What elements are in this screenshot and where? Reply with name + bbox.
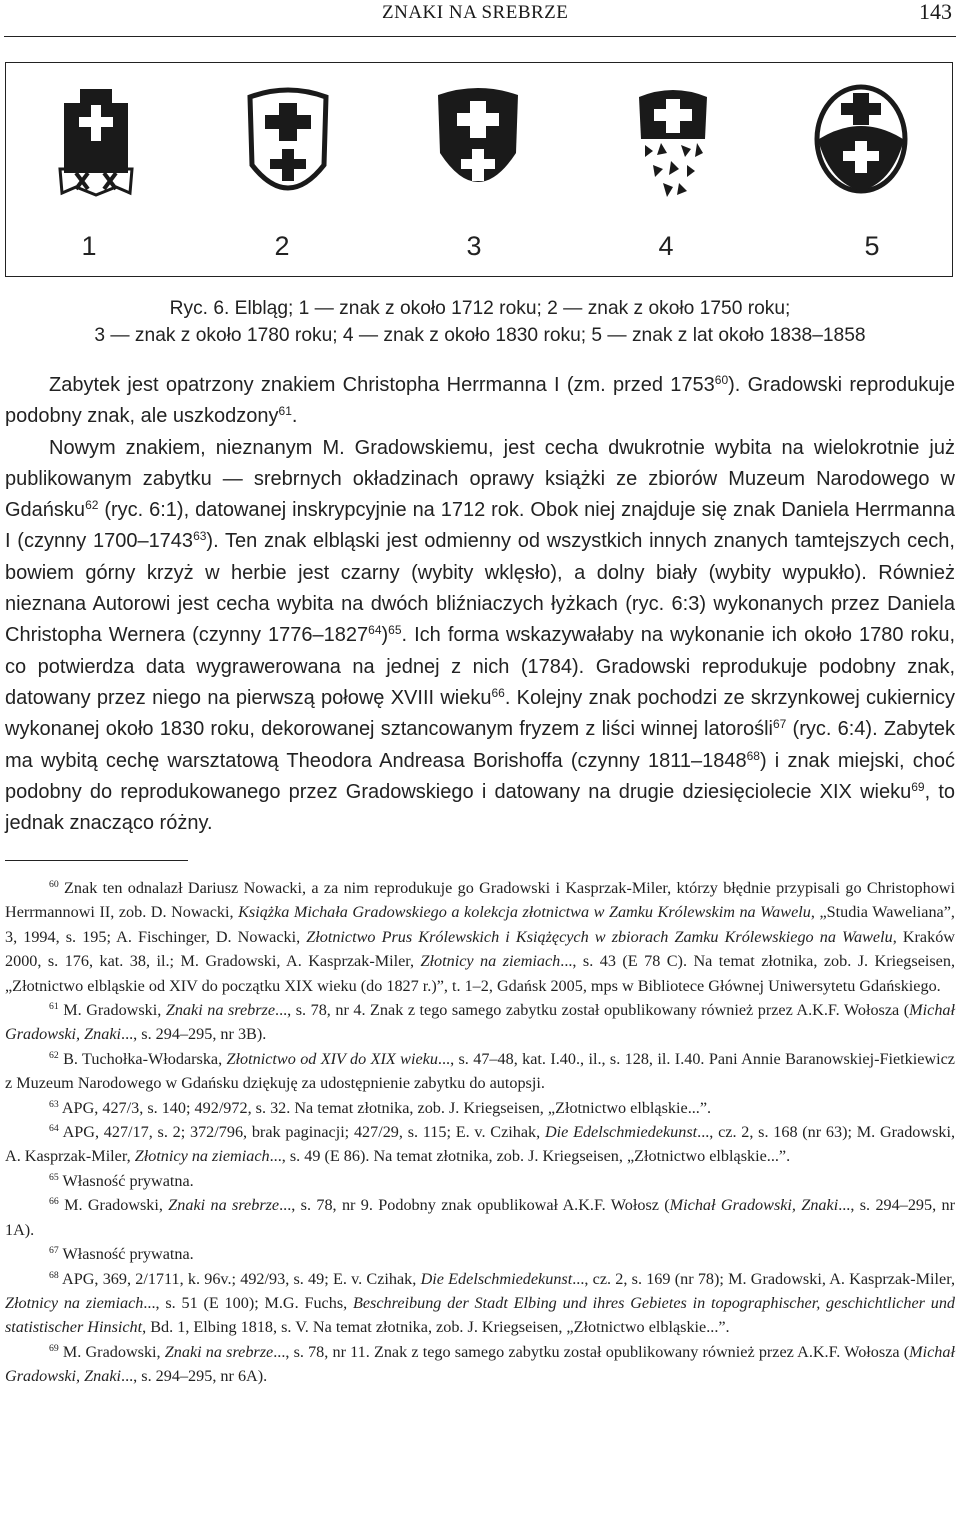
footnote-number: 64 bbox=[49, 1123, 59, 1135]
text-run: Zabytek jest opatrzony znakiem Christopha Herrmanna I (zm. przed 1753 bbox=[49, 374, 715, 396]
text-run: ). Gradowski reprodukuje podobny znak, ale uszkodzony bbox=[5, 374, 955, 428]
footnote-number: 62 bbox=[49, 1050, 59, 1062]
text-run: ..., s. 78, nr 4. Znak z tego samego zabytku został opublikowany również przez A.K.F. Wołosza ( bbox=[275, 1001, 910, 1020]
text-run: ) bbox=[381, 624, 389, 647]
figure-number-1: 1 bbox=[81, 231, 97, 261]
footnote-ref: 65 bbox=[388, 623, 402, 638]
running-title: ZNAKI NA SREBRZE bbox=[382, 2, 569, 23]
text-run: Michał Gradowski, Znaki bbox=[5, 1001, 956, 1044]
text-run: , to jednak znacząco różny. bbox=[5, 780, 955, 835]
footnote-66 bbox=[5, 1193, 955, 1242]
text-run: Złotnicy na ziemiach bbox=[5, 1293, 144, 1312]
text-run: ..., s. 43 (E 78 C). Na temat złotnika, zob. J. Kriegseisen, „Złotnictwo elbląskie od XIV do początku XIX wieku (do 1827 r.)”, t. 1–2, Gdańsk 2005, mps w Bibliotece Głównej Uniwersytetu Gdańskiego. bbox=[5, 952, 956, 995]
footnote-ref: 68 bbox=[746, 748, 760, 763]
text-run: ..., s. 78, nr 11. Znak z tego samego zabytku został opublikowany również przez A.K.F. Wołosza ( bbox=[273, 1342, 910, 1361]
footnotes bbox=[5, 876, 955, 1389]
hallmark-2-icon bbox=[238, 83, 338, 213]
footnote-ref: 63 bbox=[193, 529, 207, 544]
footnote-ref: 67 bbox=[772, 717, 787, 732]
footnote-ref: 69 bbox=[911, 779, 925, 794]
text-run: Znak ten odnalazł Dariusz Nowacki, a za nim reprodukuje go Gradowski i Kasprzak-Miler, którzy błędnie przypisali go Christophowi Herrmannowi II, zob. D. Nowacki, bbox=[5, 879, 955, 922]
text-run: B. Tuchołka-Włodarska, bbox=[58, 1049, 227, 1068]
hallmark-5-icon bbox=[811, 83, 911, 213]
text-run: , Bd. 1, Elbing 1818, s. V. Na temat złotnika, zob. J. Kriegseisen, „Złotnictwo elbląskie...”. bbox=[142, 1318, 730, 1337]
text-run: APG, 427/3, s. 140; 492/972, s. 32. Na temat złotnika, zob. J. Kriegseisen, „Złotnictwo elbląskie...”. bbox=[58, 1098, 712, 1117]
footnote-68 bbox=[5, 1267, 955, 1340]
text-run: . Ich forma wskazywałaby na wykonanie ich około 1780 roku, co potwierdza data wygrawerowana na jednej z nich (1784). Gradowski reprodukuje podobny znak, datowany przez niego na pierwszą połowę XVIII wieku bbox=[5, 624, 955, 709]
footnote-ref: 62 bbox=[85, 498, 99, 512]
figure-number-2: 2 bbox=[274, 231, 290, 261]
figure-number-4: 4 bbox=[658, 231, 674, 261]
header-rule bbox=[4, 36, 956, 37]
footnote-number: 60 bbox=[49, 879, 59, 891]
footnote-65 bbox=[5, 1169, 955, 1193]
footnote-number: 66 bbox=[49, 1196, 59, 1208]
footnote-number: 61 bbox=[49, 1001, 59, 1013]
text-run: Die Edelschmiedekunst bbox=[544, 1123, 698, 1142]
footnote-62 bbox=[5, 1047, 955, 1096]
text-run: Die Edelschmiedekunst bbox=[420, 1269, 573, 1288]
text-run: Złotnictwo Prus Królewskich i Książęcych w zbiorach Zamku Królewskiego na Wawelu bbox=[306, 927, 893, 946]
text-run: ..., s. 47–48, kat. I.40., il., s. 128, il. I.40. Pani Annie Baranowskiej-Fietkiewicz z Muzeum Narodowego w Gdańsku dziękuję za udostępnienie zabytku do autopsji. bbox=[5, 1049, 955, 1093]
text-run: Michał Gradowski, Znaki bbox=[5, 1342, 955, 1386]
footnote-number: 63 bbox=[49, 1098, 59, 1110]
footnote-ref: 64 bbox=[368, 623, 382, 638]
text-run: Własność prywatna. bbox=[58, 1171, 194, 1190]
text-run: APG, 427/17, s. 2; 372/796, brak paginacji; 427/29, s. 115; E. v. Czihak, bbox=[58, 1123, 545, 1142]
text-run: Złotnictwo od XIV do XIX wieku bbox=[226, 1049, 438, 1068]
footnote-67 bbox=[5, 1242, 955, 1266]
hallmark-4-icon bbox=[623, 83, 723, 213]
text-run: . Kolejny znak pochodzi ze skrzynkowej cukiernicy wykonanej około 1830 roku, dekorowanej sztancowanym fryzem z liści winnej latorośli bbox=[5, 686, 955, 741]
hallmark-1-icon bbox=[46, 83, 146, 213]
text-run: , „Studia Waweliana”, 3, 1994, s. 195; A. Fischinger, D. Nowacki, bbox=[5, 903, 955, 946]
text-run: Złotnicy na ziemiach bbox=[420, 952, 561, 971]
text-run: ..., s. 294–295, nr 3B). bbox=[121, 1025, 267, 1044]
page-header bbox=[0, 0, 960, 36]
footnote-rule bbox=[5, 860, 188, 861]
text-run: ). Ten znak elbląski jest odmienny od wszystkich innych znanych tamtejszych cech, bowiem górny krzyż w herbie jest czarny (wybity wklęsło), a dolny biały (wybity wypukło). Również nieznana Autorowi jest cecha wybita na dwóch bliźniaczych łyżkach (ryc. 6:3) wykonanych przez Daniela Christopha Wernera (czynny 1776–1827 bbox=[5, 530, 955, 647]
footnote-number: 67 bbox=[49, 1245, 59, 1257]
text-run: APG, 369, 2/1711, k. 96v.; 492/93, s. 49; E. v. Czihak, bbox=[58, 1269, 421, 1288]
text-run: ) i znak miejski, choć podobny do reprodukowanego przez Gradowskiego i datowany na drugie dziesięciolecie XIX wieku bbox=[5, 749, 955, 803]
paragraph-1 bbox=[5, 370, 955, 433]
footnote-61 bbox=[5, 998, 955, 1047]
text-run: ..., s. 294–295, nr 6A). bbox=[121, 1367, 268, 1386]
figure-hallmarks bbox=[5, 62, 953, 277]
footnote-69 bbox=[5, 1340, 955, 1389]
text-run: Złotnicy na ziemiach bbox=[134, 1147, 270, 1166]
text-run: ..., s. 78, nr 9. Podobny znak opublikował A.K.F. Wołosz ( bbox=[279, 1196, 670, 1215]
text-run: M. Gradowski, bbox=[58, 1342, 165, 1361]
footnote-ref: 61 bbox=[278, 404, 292, 419]
text-run: ..., s. 51 (E 100); M.G. Fuchs, bbox=[143, 1293, 353, 1312]
text-run: ..., s. 294–295, nr 1A). bbox=[5, 1196, 955, 1239]
text-run: M. Gradowski, bbox=[58, 1001, 166, 1020]
figure-caption-line-1: Ryc. 6. Elbląg; 1 — znak z około 1712 roku; 2 — znak z około 1750 roku; bbox=[169, 298, 791, 319]
text-run: Beschreibung der Stadt Elbing und ihres Gebietes in topographischer, geschichtlicher und statistischer Hinsicht bbox=[5, 1293, 956, 1337]
text-run: Znaki na srebrze bbox=[165, 1001, 276, 1020]
text-run: ..., s. 49 (E 86). Na temat złotnika, zob. J. Kriegseisen, „Złotnictwo elbląskie...”. bbox=[269, 1147, 791, 1166]
text-run: Michał Gradowski, Znaki bbox=[669, 1196, 839, 1215]
figure-caption-line-2: 3 — znak z około 1780 roku; 4 — znak z około 1830 roku; 5 — znak z lat około 1838–1858 bbox=[94, 325, 866, 346]
footnote-number: 69 bbox=[49, 1342, 59, 1354]
body-text bbox=[5, 370, 955, 839]
text-run: , Kraków 2000, s. 176, kat. 38, il.; M. Gradowski, A. Kasprzak-Miler, bbox=[5, 927, 955, 971]
text-run: ..., cz. 2, s. 168 (nr 63); M. Gradowski, A. Kasprzak-Miler, bbox=[5, 1123, 956, 1166]
text-run: (ryc. 6:4). Zabytek ma wybitą cechę warsztatową Theodora Andreasa Borishoffa (czynny 1811–1848 bbox=[5, 718, 955, 772]
footnote-number: 65 bbox=[49, 1172, 59, 1184]
text-run: (ryc. 6:1), datowanej inskrypcyjnie na 1712 rok. Obok niej znajduje się znak Daniela Herrmanna I (czynny 1700–1743 bbox=[5, 499, 955, 553]
figure-number-3: 3 bbox=[466, 231, 482, 261]
text-run: Nowym znakiem, nieznanym M. Gradowskiemu, jest cecha dwukrotnie wybita na wielokrotnie już publikowanym zabytku — srebrnych okładzinach oprawy książki ze zbiorów Muzeum Narodowego w Gdańsku bbox=[5, 436, 955, 522]
paragraph-2 bbox=[5, 433, 955, 840]
footnote-ref: 60 bbox=[714, 372, 729, 387]
text-run: Własność prywatna. bbox=[58, 1245, 194, 1264]
text-run: Książka Michała Gradowskiego a kolekcja złotnictwa w Zamku Królewskim na Wawelu bbox=[238, 903, 811, 922]
text-run: M. Gradowski, bbox=[58, 1196, 169, 1215]
page-number: 143 bbox=[919, 0, 952, 24]
text-run: ..., cz. 2, s. 169 (nr 78); M. Gradowski, A. Kasprzak-Miler, bbox=[572, 1269, 956, 1288]
footnote-number: 68 bbox=[49, 1269, 59, 1281]
figure-number-5: 5 bbox=[864, 231, 880, 261]
footnote-63 bbox=[5, 1096, 955, 1120]
hallmark-3-icon bbox=[428, 83, 528, 213]
footnote-60 bbox=[5, 876, 955, 998]
footnote-ref: 66 bbox=[491, 685, 505, 700]
footnote-64 bbox=[5, 1120, 955, 1169]
text-run: Znaki na srebrze bbox=[168, 1196, 280, 1215]
text-run: . bbox=[291, 405, 298, 428]
text-run: Znaki na srebrze bbox=[164, 1342, 274, 1361]
